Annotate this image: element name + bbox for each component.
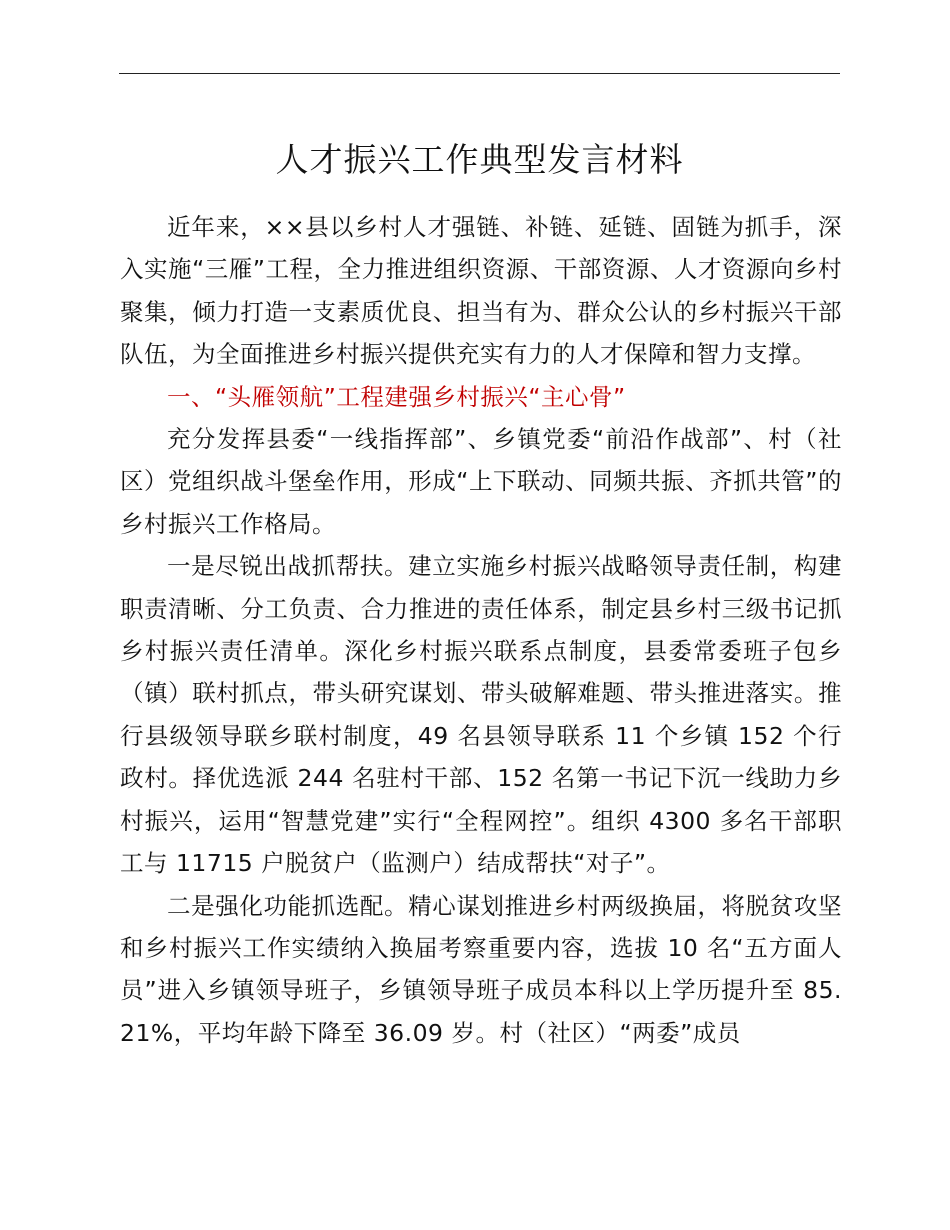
header-rule <box>119 73 840 74</box>
intro-paragraph: 近年来，××县以乡村人才强链、补链、延链、固链为抓手，深入实施“三雁”工程，全力推进组织资源、干部资源、人才资源向乡村聚集，倾力打造一支素质优良、担当有为、群众公认的乡村振兴干部队伍，为全面推进乡村振兴提供充实有力的人才保障和智力支撑。 <box>120 213 842 369</box>
document-body <box>120 206 842 1054</box>
document-title: 人才振兴工作典型发言材料 <box>275 140 684 179</box>
point-1-paragraph: 一是尽锐出战抓帮扶。建立实施乡村振兴战略领导责任制，构建职责清晰、分工负责、合力推进的责任体系，制定县乡村三级书记抓乡村振兴责任清单。深化乡村振兴联系点制度，县委常委班子包乡（镇）联村抓点，带头研究谋划、带头破解难题、带头推进落实。推行县级领导联乡联村制度，49 名县领导联系 11 个乡镇 152 个行政村。择优选派 244 名驻村干部、152 名第一书记下沉一线助力乡村振兴，运用“智慧党建”实行“全程网控”。组织 4300 多名干部职工与 11715 户脱贫户（监测户）结成帮扶“对子”。 <box>120 552 842 878</box>
section-1-paragraph: 充分发挥县委“一线指挥部”、乡镇党委“前沿作战部”、村（社区）党组织战斗堡垒作用，形成“上下联动、同频共振、齐抓共管”的乡村振兴工作格局。 <box>120 425 842 538</box>
section-heading-1: 一、“头雁领航”工程建强乡村振兴“主心骨” <box>167 382 626 411</box>
point-2-paragraph: 二是强化功能抓选配。精心谋划推进乡村两级换届，将脱贫攻坚和乡村振兴工作实绩纳入换届考察重要内容，选拔 10 名“五方面人员”进入乡镇领导班子，乡镇领导班子成员本科以上学历提升至 85.21%，平均年龄下降至 36.09 岁。村（社区）“两委”成员 <box>120 891 842 1047</box>
